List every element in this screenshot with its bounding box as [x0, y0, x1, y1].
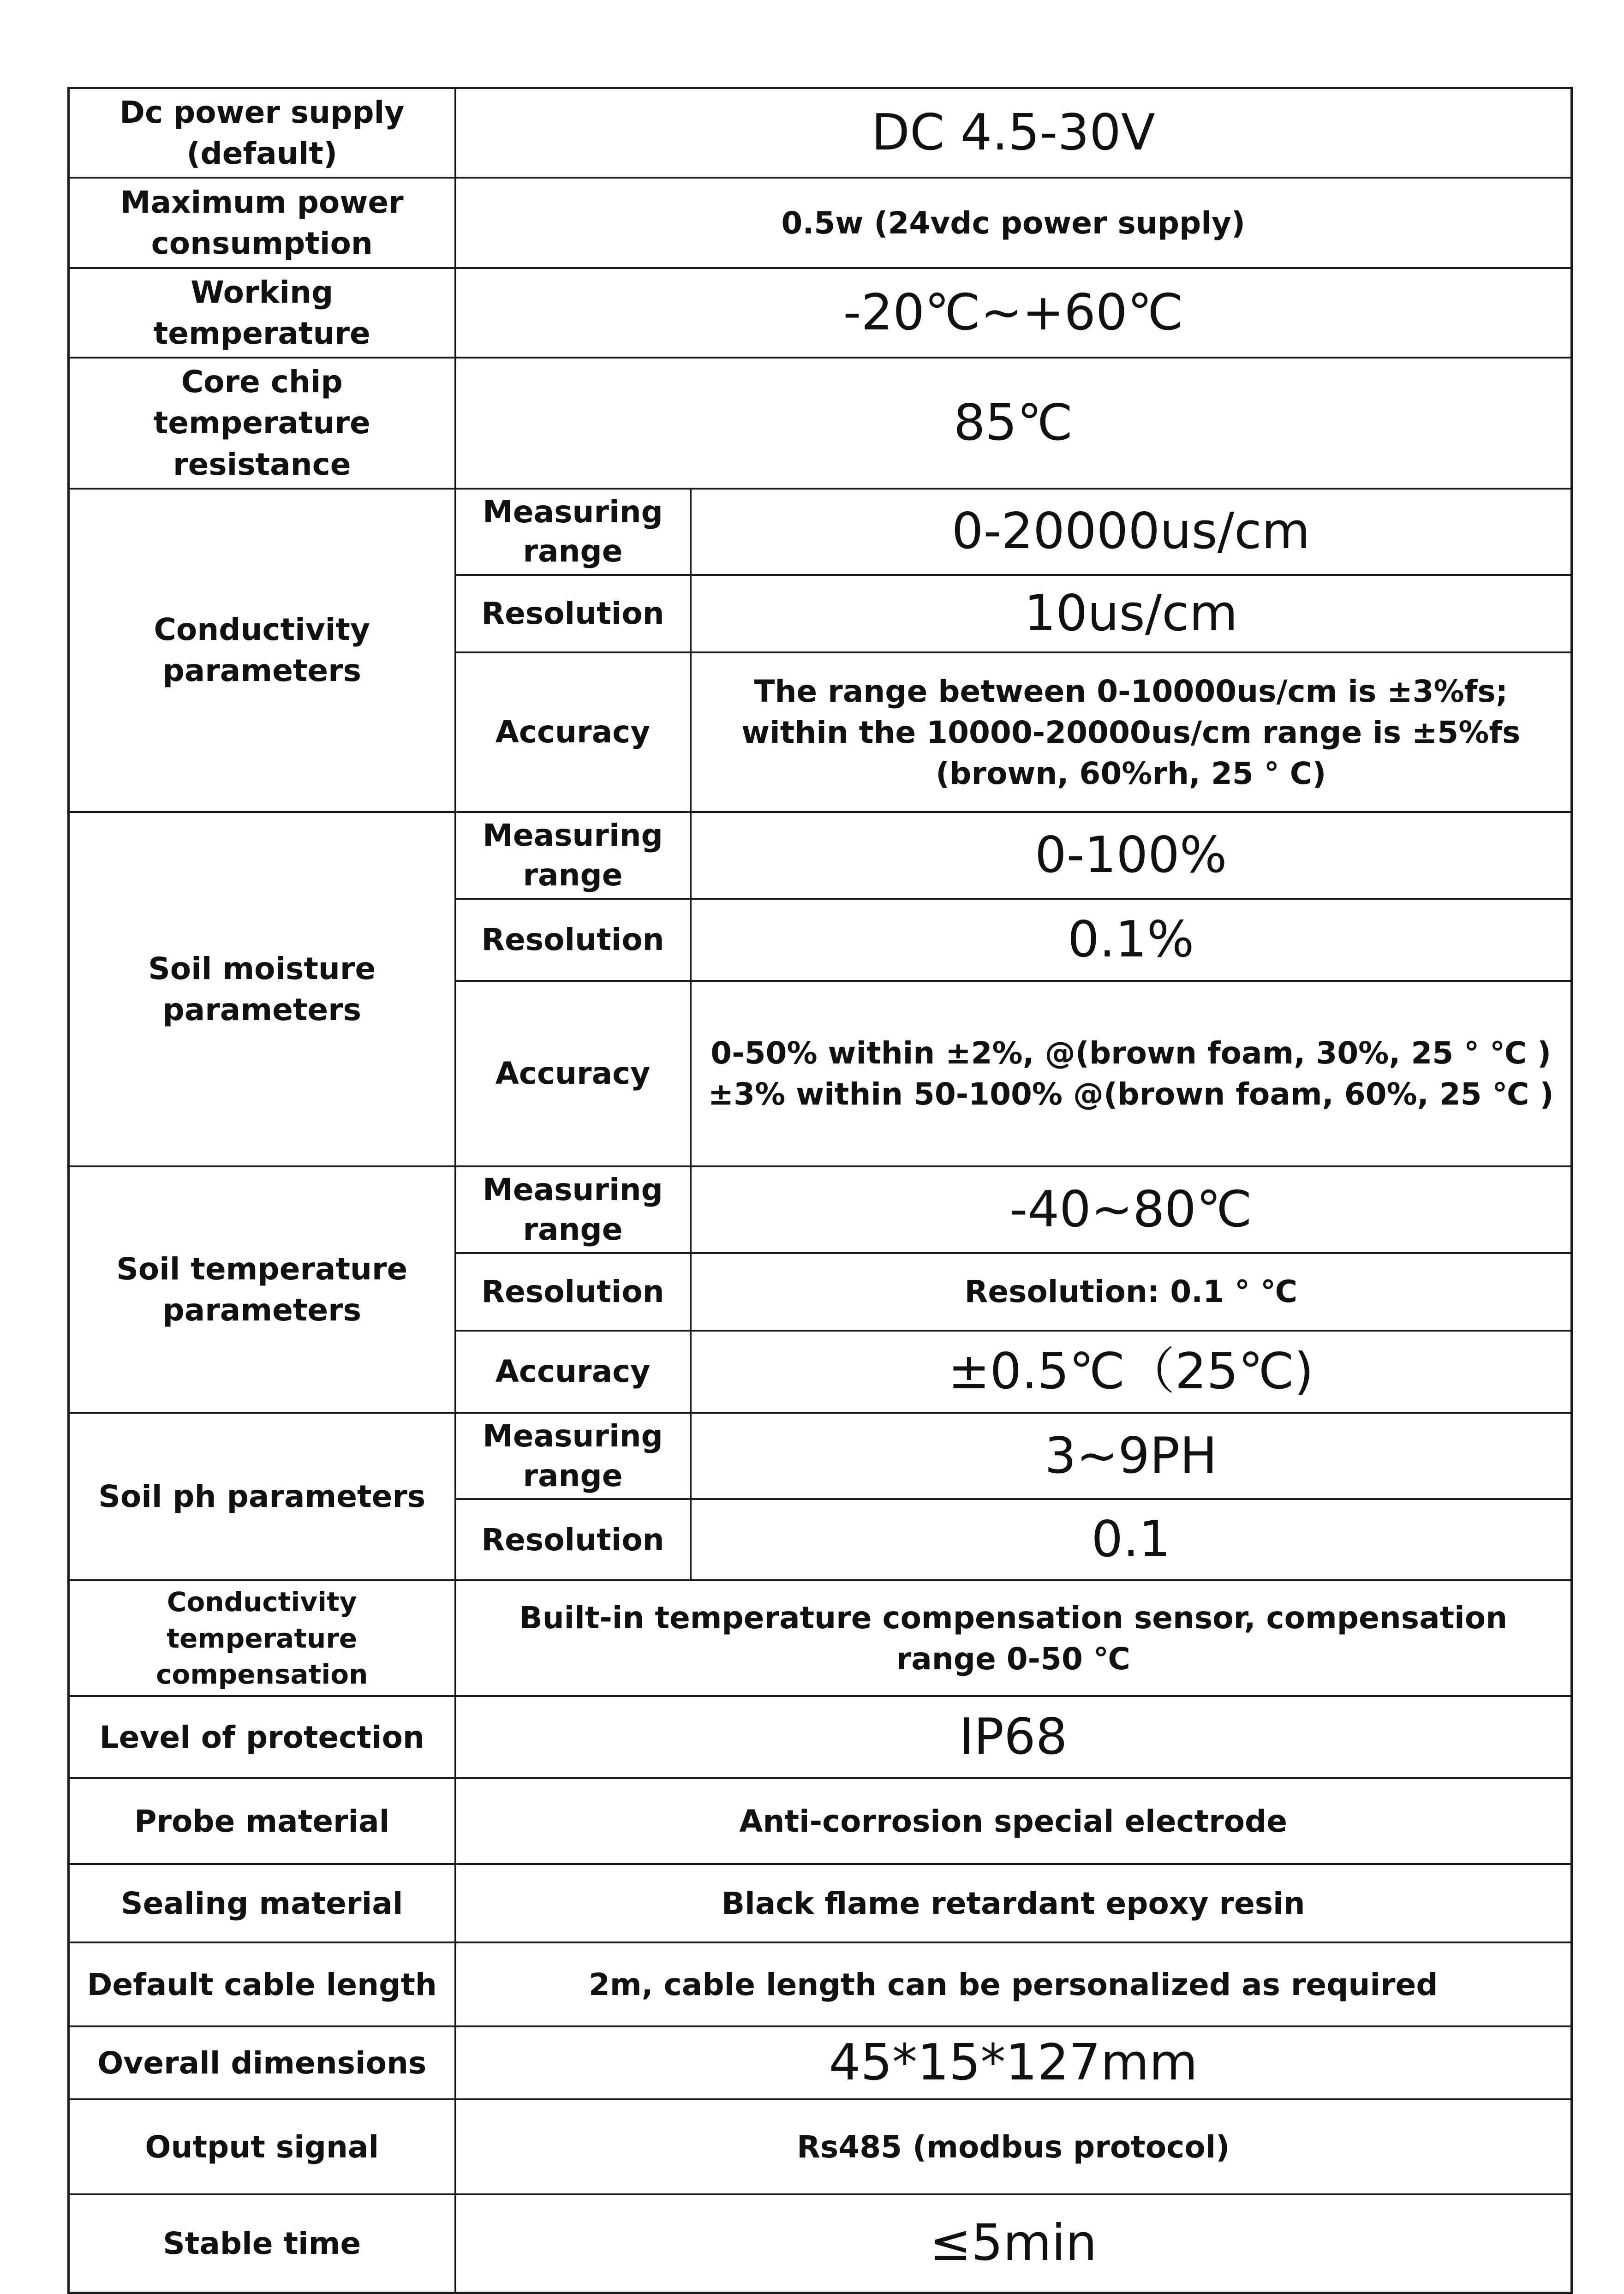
dc-power-value: DC 4.5-30V — [455, 88, 1572, 178]
ph-resolution-value: 0.1 — [691, 1499, 1572, 1580]
moisture-range-label: Measuring range — [455, 812, 691, 899]
stable-time-value: ≤5min — [455, 2194, 1572, 2293]
ph-range-label: Measuring range — [455, 1413, 691, 1499]
stable-time-label: Stable time — [69, 2194, 455, 2293]
conductivity-accuracy-value: The range between 0-10000us/cm is ±3%fs; within the 10000-20000us/cm range is ±5%fs (brown, 60%rh, 25 ° C) — [691, 652, 1572, 812]
conductivity-range-label: Measuring range — [455, 489, 691, 575]
ph-resolution-label: Resolution — [455, 1499, 691, 1580]
output-signal-value: Rs485 (modbus protocol) — [455, 2099, 1572, 2194]
soil-temperature-label: Soil temperature parameters — [69, 1166, 455, 1413]
row-core-chip — [69, 358, 1572, 488]
output-signal-label: Output signal — [69, 2099, 455, 2194]
soil-temp-range-label: Measuring range — [455, 1166, 691, 1253]
conductivity-range-value: 0-20000us/cm — [691, 489, 1572, 575]
spec-table — [67, 87, 1573, 2294]
soil-temp-range-value: -40~80℃ — [691, 1166, 1572, 1253]
dc-power-label: Dc power supply (default) — [69, 88, 455, 178]
row-stable-time — [69, 2194, 1572, 2293]
sealing-material-value: Black flame retardant epoxy resin — [455, 1864, 1572, 1942]
cond-temp-comp-value: Built-in temperature compensation sensor, compensation range 0-50 ℃ — [455, 1580, 1572, 1696]
conductivity-label: Conductivity parameters — [69, 489, 455, 812]
protection-value: IP68 — [455, 1696, 1572, 1778]
row-ph-range — [69, 1413, 1572, 1499]
ph-range-value: 3~9PH — [691, 1413, 1572, 1499]
conductivity-resolution-value: 10us/cm — [691, 575, 1572, 652]
cond-temp-comp-label: Conductivity temperature compensation — [69, 1580, 455, 1696]
soil-temp-accuracy-label: Accuracy — [455, 1331, 691, 1413]
row-sealing-material — [69, 1864, 1572, 1942]
row-protection — [69, 1696, 1572, 1778]
soil-temp-accuracy-value: ±0.5℃（25℃) — [691, 1331, 1572, 1413]
soil-temp-resolution-label: Resolution — [455, 1253, 691, 1331]
cable-length-label: Default cable length — [69, 1942, 455, 2026]
probe-material-value: Anti-corrosion special electrode — [455, 1778, 1572, 1864]
row-conductivity-range — [69, 489, 1572, 575]
probe-material-label: Probe material — [69, 1778, 455, 1864]
row-cable-length — [69, 1942, 1572, 2026]
conductivity-accuracy-label: Accuracy — [455, 652, 691, 812]
soil-moisture-label: Soil moisture parameters — [69, 812, 455, 1166]
protection-label: Level of protection — [69, 1696, 455, 1778]
core-chip-value: 85℃ — [455, 358, 1572, 488]
row-cond-temp-comp — [69, 1580, 1572, 1696]
row-moisture-range — [69, 812, 1572, 899]
working-temp-label: Working temperature — [69, 268, 455, 358]
soil-ph-label: Soil ph parameters — [69, 1413, 455, 1581]
row-probe-material — [69, 1778, 1572, 1864]
dimensions-label: Overall dimensions — [69, 2026, 455, 2099]
max-power-value: 0.5w (24vdc power supply) — [455, 178, 1572, 268]
moisture-range-value: 0-100% — [691, 812, 1572, 899]
core-chip-label: Core chip temperature resistance — [69, 358, 455, 488]
row-soil-temp-range — [69, 1166, 1572, 1253]
moisture-accuracy-value: 0-50% within ±2%, @(brown foam, 30%, 25 ° ℃ ) ±3% within 50-100% @(brown foam, 60%, 25 ℃ ) — [691, 981, 1572, 1166]
max-power-label: Maximum power consumption — [69, 178, 455, 268]
soil-temp-resolution-value: Resolution: 0.1 ° ℃ — [691, 1253, 1572, 1331]
cable-length-value: 2m, cable length can be personalized as required — [455, 1942, 1572, 2026]
moisture-resolution-label: Resolution — [455, 899, 691, 981]
row-output-signal — [69, 2099, 1572, 2194]
dimensions-value: 45*15*127mm — [455, 2026, 1572, 2099]
row-dimensions — [69, 2026, 1572, 2099]
sealing-material-label: Sealing material — [69, 1864, 455, 1942]
row-max-power — [69, 178, 1572, 268]
moisture-resolution-value: 0.1% — [691, 899, 1572, 981]
row-working-temp — [69, 268, 1572, 358]
row-dc-power — [69, 88, 1572, 178]
moisture-accuracy-label: Accuracy — [455, 981, 691, 1166]
working-temp-value: -20℃~+60℃ — [455, 268, 1572, 358]
conductivity-resolution-label: Resolution — [455, 575, 691, 652]
